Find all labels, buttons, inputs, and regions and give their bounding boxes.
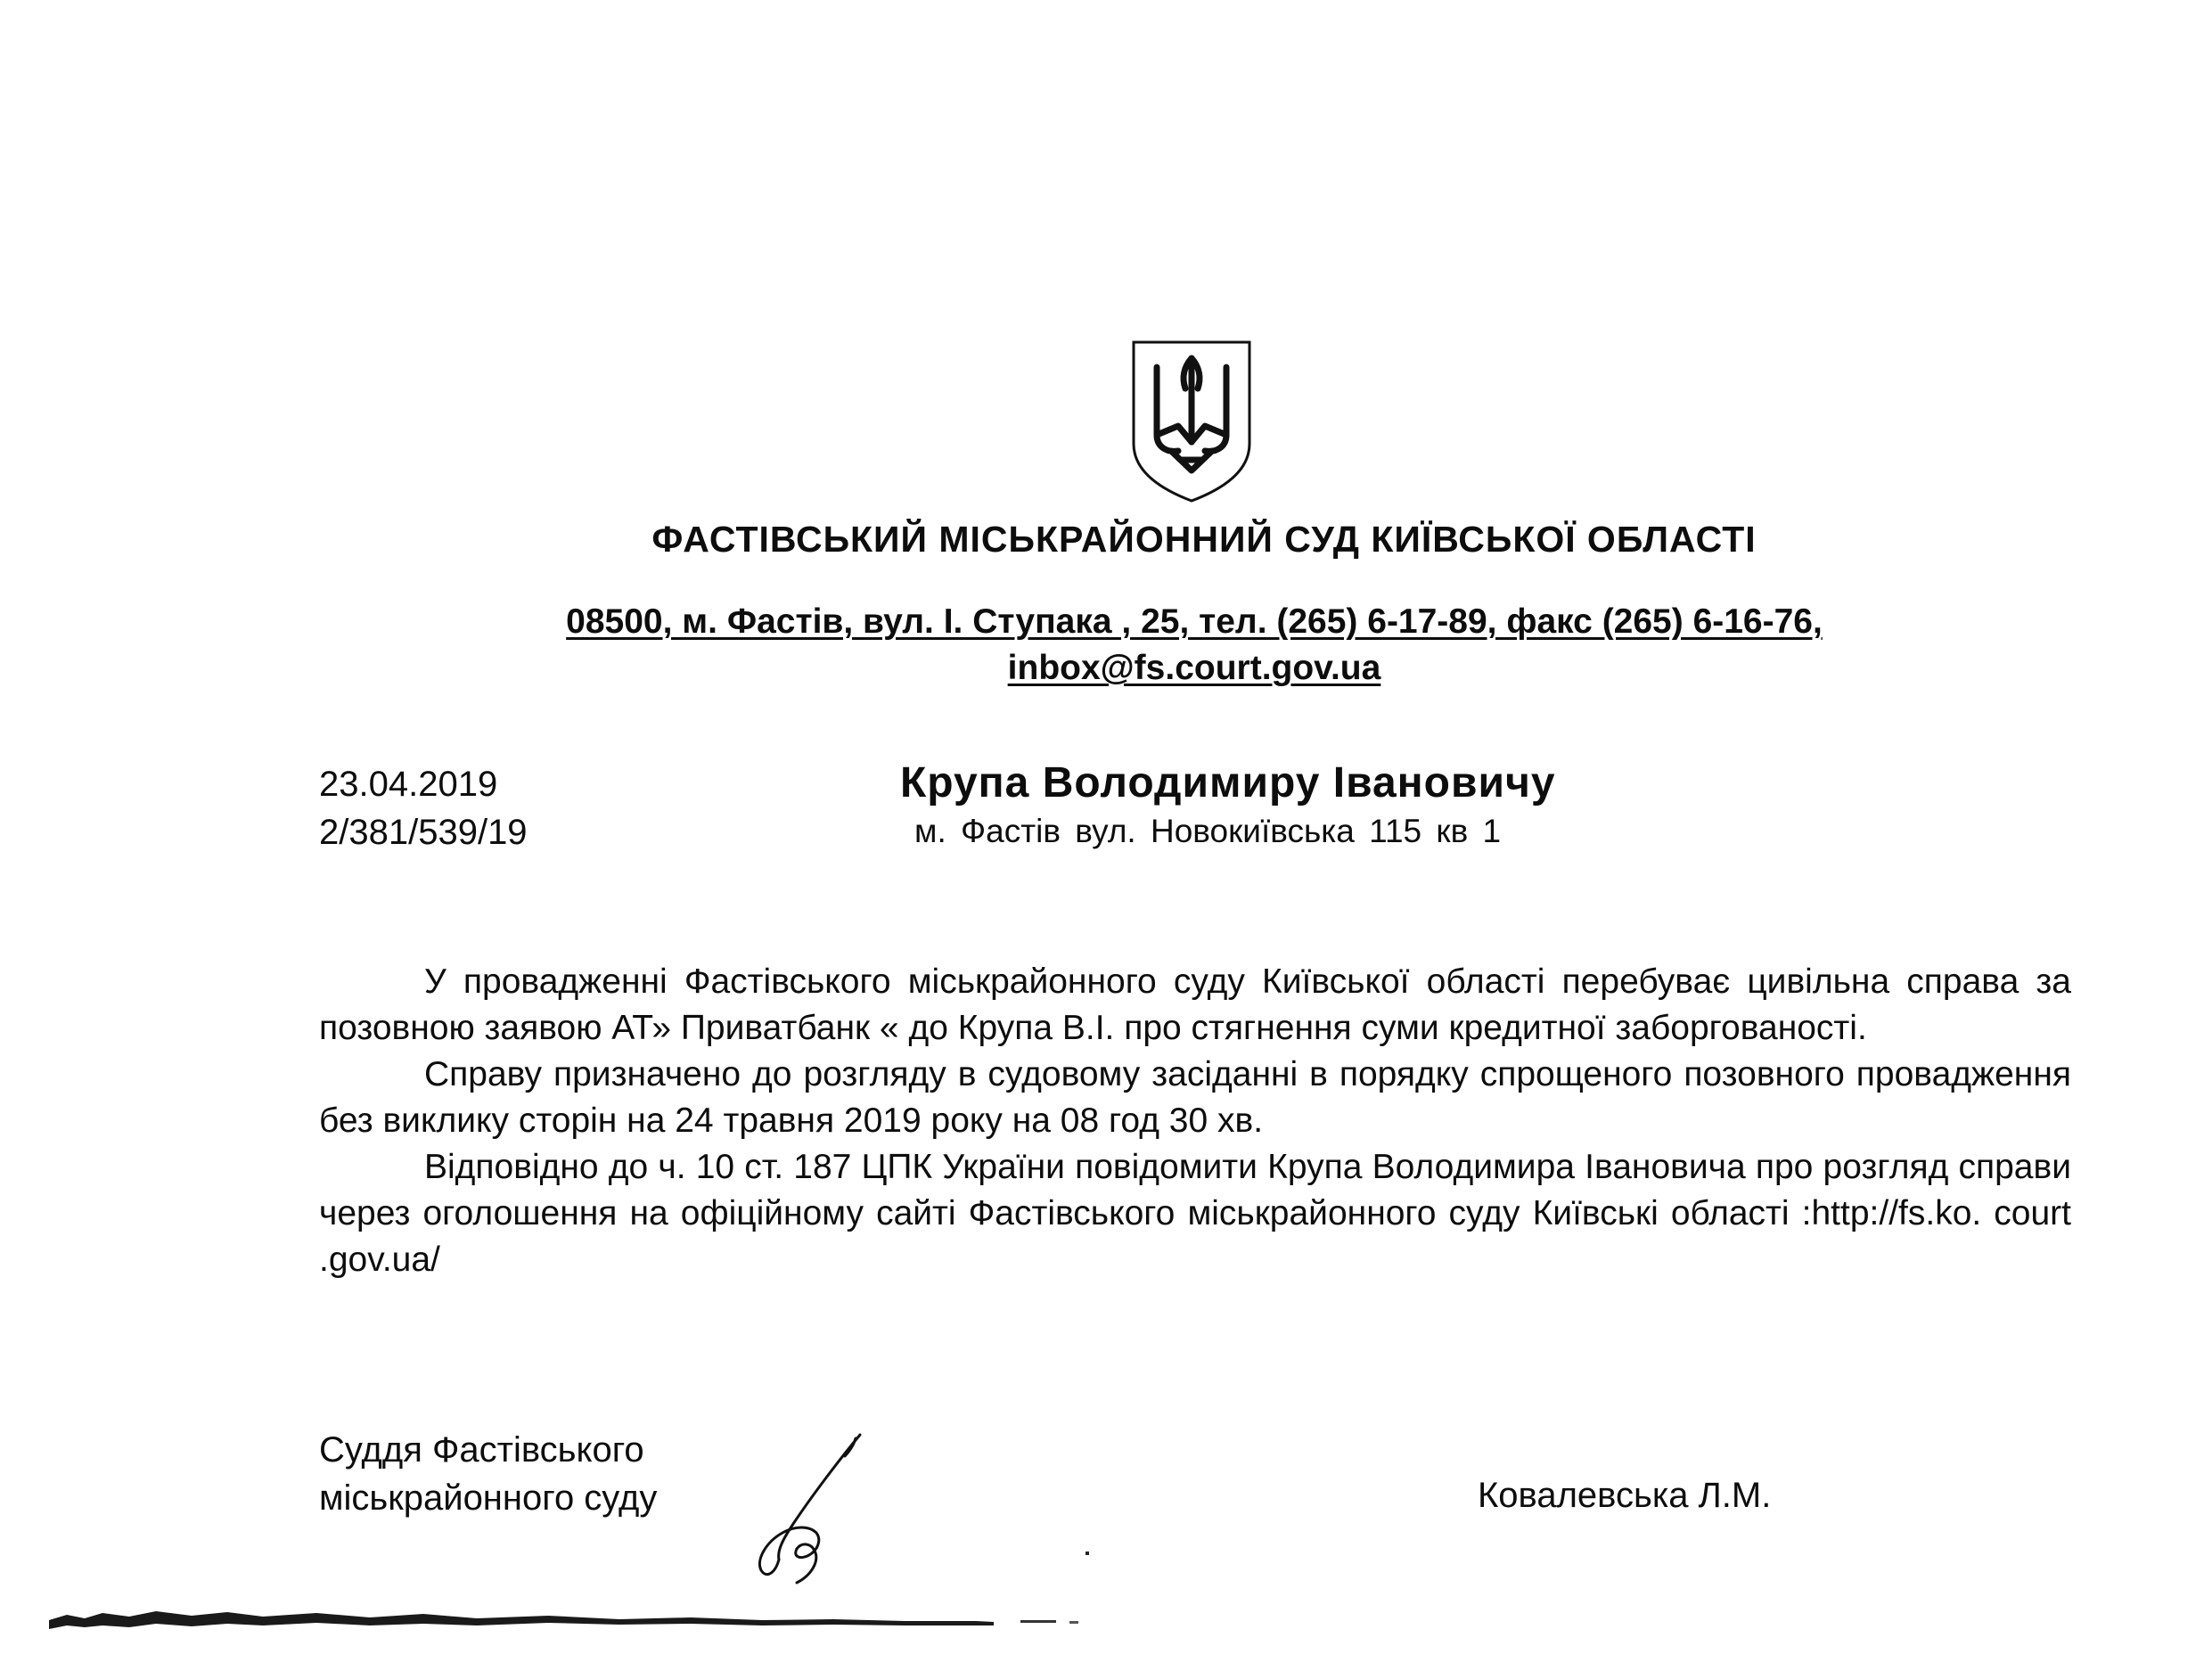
paragraph: У провадженні Фастівського міськрайонного суду Київської області перебуває цивільна справа за позовною заявою АТ» Приватбанк « до Крупа В.І. про стягнення суми кредитної заборгованості. <box>319 962 2071 1047</box>
coat-of-arms-icon <box>1126 337 1257 504</box>
document-meta <box>319 760 528 856</box>
signature-icon <box>740 1426 873 1586</box>
judge-name: Ковалевська Л.М. <box>1478 1476 1772 1515</box>
court-address <box>437 599 1952 692</box>
recipient-block <box>900 757 1556 854</box>
paragraph: Справу призначено до розгляду в судовому засіданні в порядку спрощеного позовного провадження без виклику сторін на 24 травня 2019 року на 08 год 30 хв. <box>319 1055 2071 1140</box>
paragraph: Відповідно до ч. 10 ст. 187 ЦПК України повідомити Крупа Володимира Івановича про розгляд справи через оголошення на офіційному сайті Фастівського міськрайонного суду Київські області :http://fs.ko. court .gov.ua/ <box>319 1148 2071 1279</box>
address-line: 08500, м. Фастів, вул. І. Ступака , 25, тел. (265) 6-17-89, факс (265) 6-16-76, <box>566 602 1823 641</box>
recipient-name: Крупа Володимиру Івановичу <box>900 759 1556 807</box>
signatory-title <box>319 1426 657 1522</box>
email-link[interactable]: inbox@fs.court.gov.ua <box>1007 649 1381 687</box>
reference-number: 2/381/539/19 <box>319 813 528 852</box>
letter-body <box>319 959 2071 1283</box>
recipient-address: м. Фастів вул. Новокиївська 115 кв 1 <box>914 813 1502 849</box>
document-date: 23.04.2019 <box>319 765 498 804</box>
scan-speck <box>1086 1552 1089 1555</box>
signatory-title-line: міськрайонного суду <box>319 1478 658 1518</box>
scan-edge-artifact <box>49 1604 1083 1631</box>
signatory-title-line: Суддя Фастівського <box>319 1430 644 1470</box>
court-name: ФАСТІВСЬКИЙ МІСЬКРАЙОННИЙ СУД КИЇВСЬКОЇ ОБЛАСТІ <box>651 519 1757 560</box>
